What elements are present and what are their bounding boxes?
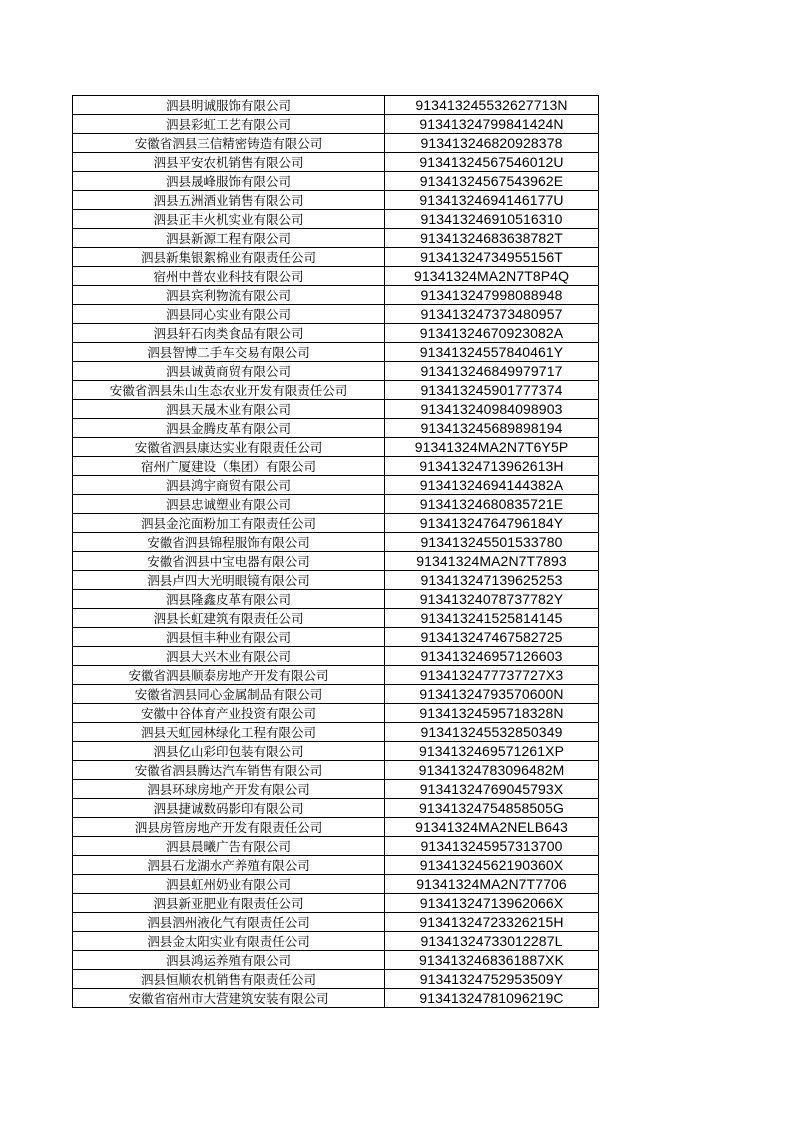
company-name-cell: 泗县诚黄商贸有限公司: [73, 362, 385, 381]
table-row: [73, 191, 599, 210]
credit-code-cell: 913413246910516310: [385, 210, 599, 229]
company-name-cell: 安徽省泗县同心金属制品有限公司: [73, 685, 385, 704]
table-row: [73, 305, 599, 324]
credit-code-cell: 913413247139625253: [385, 571, 599, 590]
credit-code-cell: 91341324754858505G: [385, 799, 599, 818]
credit-code-cell: 913413246957126603: [385, 647, 599, 666]
company-name-cell: 泗县同心实业有限公司: [73, 305, 385, 324]
credit-code-cell: 91341324734955156T: [385, 248, 599, 267]
credit-code-cell: 913413245532850349: [385, 723, 599, 742]
company-name-cell: 安徽省泗县腾达汽车销售有限公司: [73, 761, 385, 780]
table-row: [73, 514, 599, 533]
credit-code-cell: 91341324MA2N7T7706: [385, 875, 599, 894]
company-name-cell: 泗县卢四大光明眼镜有限公司: [73, 571, 385, 590]
credit-code-cell: 913413246957126​1XP: [385, 742, 599, 761]
table-body: [73, 96, 599, 1008]
company-name-cell: 泗县新集银絮棉业有限责任公司: [73, 248, 385, 267]
table-row: [73, 742, 599, 761]
company-name-cell: 泗县新亚肥业有限责任公司: [73, 894, 385, 913]
credit-code-cell: 913413240984098903: [385, 400, 599, 419]
table-row: [73, 970, 599, 989]
table-row: [73, 875, 599, 894]
credit-code-cell: 91341324783096482M: [385, 761, 599, 780]
credit-code-cell: 9134132477737727X3: [385, 666, 599, 685]
credit-code-cell: 91341324MA2N7T7893: [385, 552, 599, 571]
table-row: [73, 666, 599, 685]
table-row: [73, 134, 599, 153]
company-name-cell: 安徽省泗县康达实业有限责任公司: [73, 438, 385, 457]
credit-code-cell: 91341324764796184Y: [385, 514, 599, 533]
company-name-cell: 泗县平安农机销售有限公司: [73, 153, 385, 172]
company-name-cell: 泗县宾利物流有限公司: [73, 286, 385, 305]
table-row: [73, 723, 599, 742]
table-row: [73, 951, 599, 970]
credit-code-cell: 913413247467582725: [385, 628, 599, 647]
company-name-cell: 泗县忠诚塑业有限公司: [73, 495, 385, 514]
company-name-cell: 泗县大兴木业有限公司: [73, 647, 385, 666]
credit-code-cell: 91341324781096219C: [385, 989, 599, 1008]
table-row: [73, 894, 599, 913]
table-row: [73, 495, 599, 514]
credit-code-cell: 9134132468361887XK: [385, 951, 599, 970]
table-row: [73, 989, 599, 1008]
table-row: [73, 856, 599, 875]
company-name-cell: 泗县天虹园林绿化工程有限公司: [73, 723, 385, 742]
table-row: [73, 913, 599, 932]
company-name-cell: 安徽省宿州市大营建筑安装有限公司: [73, 989, 385, 1008]
table-row: [73, 457, 599, 476]
credit-code-cell: 91341324694144382A: [385, 476, 599, 495]
company-name-cell: 泗县金太阳实业有限责任公司: [73, 932, 385, 951]
credit-code-cell: 91341324595718328N: [385, 704, 599, 723]
credit-code-cell: 913413245901777374: [385, 381, 599, 400]
table-row: [73, 628, 599, 647]
company-name-cell: 安徽省泗县朱山生态农业开发有限责任公司: [73, 381, 385, 400]
company-name-cell: 泗县新源工程有限公司: [73, 229, 385, 248]
table-row: [73, 400, 599, 419]
table-row: [73, 571, 599, 590]
company-name-cell: 泗县石龙湖水产养殖有限公司: [73, 856, 385, 875]
table-row: [73, 685, 599, 704]
table-row: [73, 647, 599, 666]
company-name-cell: 泗县轩石肉类食品有限公司: [73, 324, 385, 343]
company-name-cell: 泗县隆鑫皮革有限公司: [73, 590, 385, 609]
company-name-cell: 泗县亿山彩印包装有限公司: [73, 742, 385, 761]
table-row: [73, 267, 599, 286]
company-name-cell: 泗县鸿运养殖有限公司: [73, 951, 385, 970]
company-name-cell: 泗县金沱面粉加工有限责任公司: [73, 514, 385, 533]
table-row: [73, 799, 599, 818]
credit-code-cell: 91341324562190360X: [385, 856, 599, 875]
company-registry-table: [72, 95, 599, 1008]
table-row: [73, 153, 599, 172]
table-row: [73, 780, 599, 799]
company-name-cell: 泗县恒顺农机销售有限责任公司: [73, 970, 385, 989]
credit-code-cell: 913413245689898194: [385, 419, 599, 438]
table-row: [73, 533, 599, 552]
table-row: [73, 818, 599, 837]
credit-code-cell: 91341324752953509Y: [385, 970, 599, 989]
credit-code-cell: 91341324MA2N7T6Y5P: [385, 438, 599, 457]
table-row: [73, 476, 599, 495]
company-name-cell: 泗县智博二手车交易有限公司: [73, 343, 385, 362]
table-row: [73, 229, 599, 248]
table-row: [73, 248, 599, 267]
credit-code-cell: 913413246849979717: [385, 362, 599, 381]
table-row: [73, 837, 599, 856]
table-row: [73, 590, 599, 609]
credit-code-cell: 91341324680835721E: [385, 495, 599, 514]
company-name-cell: 安徽中谷体育产业投资有限公司: [73, 704, 385, 723]
company-name-cell: 泗县金腾皮革有限公司: [73, 419, 385, 438]
table-row: [73, 286, 599, 305]
credit-code-cell: 91341324670923082A: [385, 324, 599, 343]
company-name-cell: 安徽省泗县顺泰房地产开发有限公司: [73, 666, 385, 685]
credit-code-cell: 91341324713962066X: [385, 894, 599, 913]
table-row: [73, 419, 599, 438]
credit-code-cell: 913413247373480957: [385, 305, 599, 324]
table-row: [73, 362, 599, 381]
table-row: [73, 932, 599, 951]
table-row: [73, 115, 599, 134]
company-name-cell: 泗县捷诚数码影印有限公司: [73, 799, 385, 818]
company-name-cell: 安徽省泗县三信精密铸造有限公司: [73, 134, 385, 153]
credit-code-cell: 913413241525814145: [385, 609, 599, 628]
company-name-cell: 泗县泗州液化气有限责任公司: [73, 913, 385, 932]
table-row: [73, 381, 599, 400]
credit-code-cell: 91341324799841424N: [385, 115, 599, 134]
company-name-cell: 泗县天晟木业有限公司: [73, 400, 385, 419]
credit-code-cell: 91341324713962613H: [385, 457, 599, 476]
table-row: [73, 210, 599, 229]
credit-code-cell: 91341324567543962E: [385, 172, 599, 191]
table-row: [73, 172, 599, 191]
table-row: [73, 761, 599, 780]
company-name-cell: 泗县明诚服饰有限公司: [73, 96, 385, 115]
table-row: [73, 343, 599, 362]
company-name-cell: 宿州中普农业科技有限公司: [73, 267, 385, 286]
table-row: [73, 552, 599, 571]
company-name-cell: 泗县房管房地产开发有限责任公司: [73, 818, 385, 837]
table-row: [73, 704, 599, 723]
table-row: [73, 324, 599, 343]
credit-code-cell: 91341324733012287L: [385, 932, 599, 951]
credit-code-cell: 913413247998088948: [385, 286, 599, 305]
company-name-cell: 安徽省泗县锦程服饰有限公司: [73, 533, 385, 552]
company-name-cell: 泗县虹州奶业有限公司: [73, 875, 385, 894]
credit-code-cell: 91341324723326215H: [385, 913, 599, 932]
company-name-cell: 泗县晟峰服饰有限公司: [73, 172, 385, 191]
company-name-cell: 泗县环球房地产开发有限公司: [73, 780, 385, 799]
credit-code-cell: 91341324683638782T: [385, 229, 599, 248]
company-name-cell: 泗县鸿宇商贸有限公司: [73, 476, 385, 495]
credit-code-cell: 913413245532627713N: [385, 96, 599, 115]
credit-code-cell: 91341324567546012U: [385, 153, 599, 172]
company-name-cell: 宿州广厦建设（集团）有限公司: [73, 457, 385, 476]
company-name-cell: 泗县长虹建筑有限责任公司: [73, 609, 385, 628]
credit-code-cell: 91341324793570600N: [385, 685, 599, 704]
credit-code-cell: 91341324682092837​8: [385, 134, 599, 153]
credit-code-cell: 91341324557840461Y: [385, 343, 599, 362]
credit-code-cell: 913413245501533780: [385, 533, 599, 552]
company-name-cell: 泗县五洲酒业销售有限公司: [73, 191, 385, 210]
table-row: [73, 609, 599, 628]
credit-code-cell: 91341324MA2NELB643: [385, 818, 599, 837]
company-name-cell: 泗县晨曦广告有限公司: [73, 837, 385, 856]
credit-code-cell: 91341324694146177U: [385, 191, 599, 210]
credit-code-cell: 91341324MA2N7T8P4Q: [385, 267, 599, 286]
table-row: [73, 438, 599, 457]
company-name-cell: 安徽省泗县中宝电器有限公司: [73, 552, 385, 571]
credit-code-cell: 91341324078737782Y: [385, 590, 599, 609]
credit-code-cell: 91341324769045793X: [385, 780, 599, 799]
company-name-cell: 泗县正丰火机实业有限公司: [73, 210, 385, 229]
credit-code-cell: 913413245957313700: [385, 837, 599, 856]
company-name-cell: 泗县恒丰种业有限公司: [73, 628, 385, 647]
company-name-cell: 泗县彩虹工艺有限公司: [73, 115, 385, 134]
table-row: [73, 96, 599, 115]
